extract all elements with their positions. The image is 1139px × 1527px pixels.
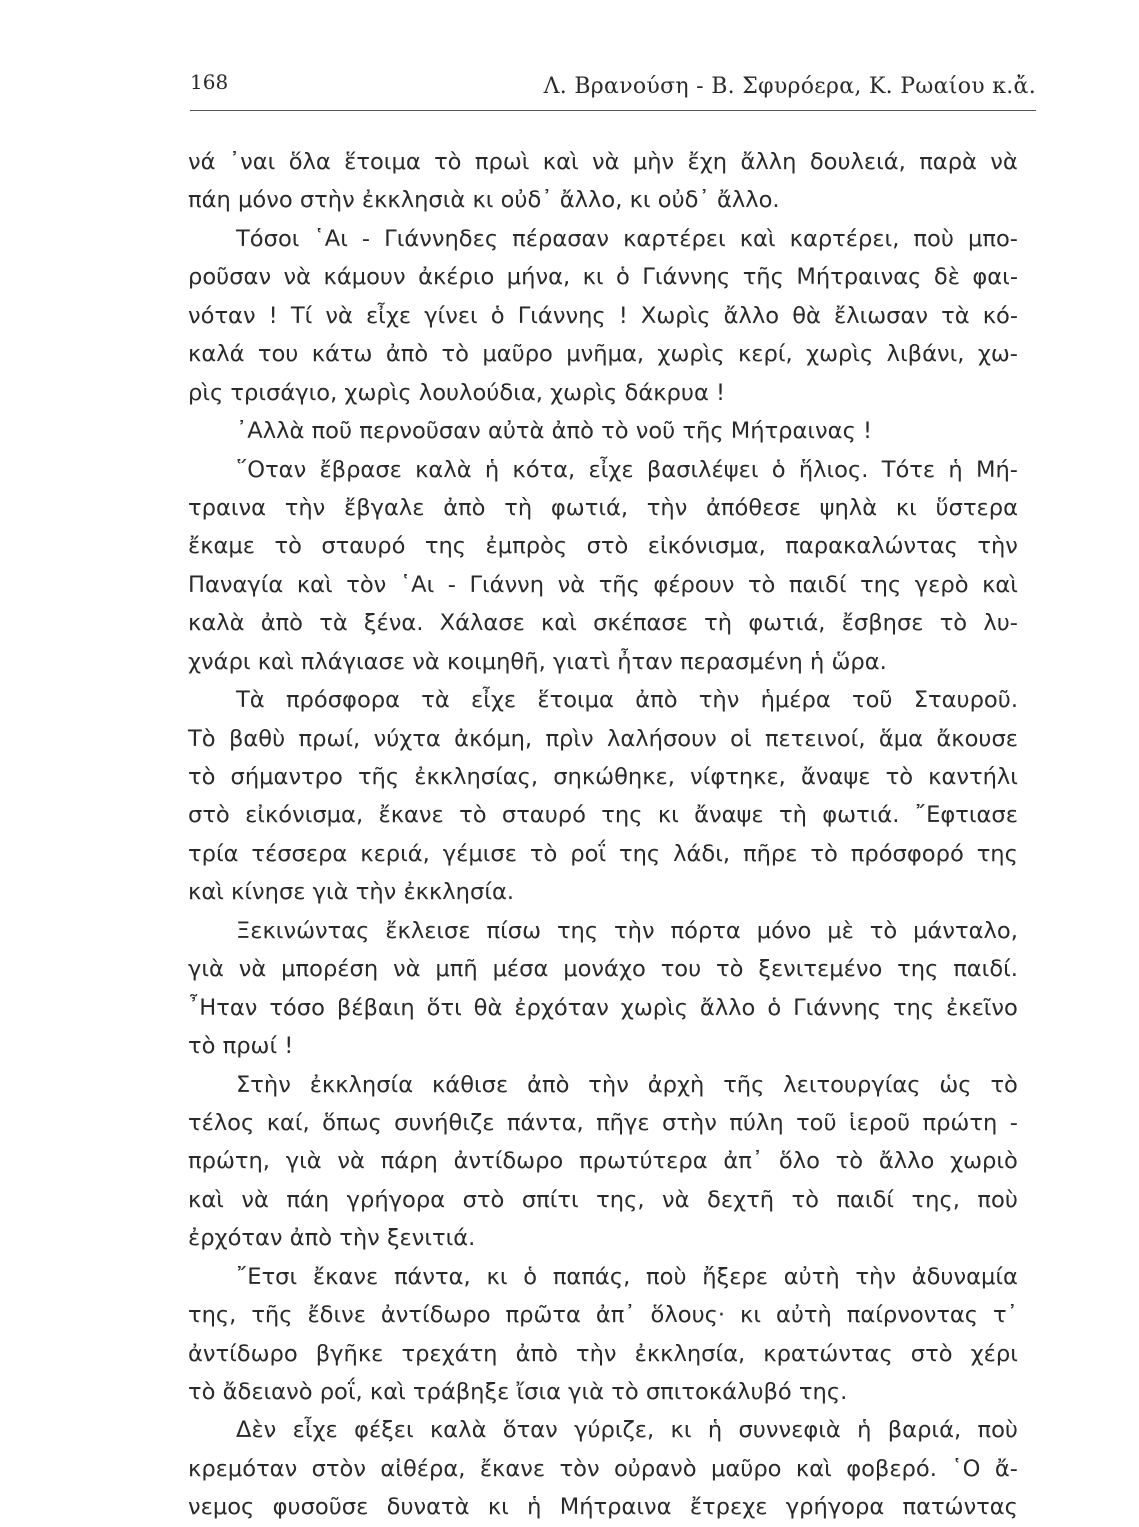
text-line: καλά του κάτω ἀπὸ τὸ μαῦρο μνῆμα, χωρὶς κερί, χωρὶς λιβάνι, χω- — [188, 341, 1018, 368]
text-line: πάη μόνο στὴν ἐκκλησιὰ κι οὐδ᾿ ἄλλο, κι οὐδ᾿ ἄλλο. — [188, 187, 780, 214]
body-text — [188, 143, 1018, 1527]
text-line: κρεμόταν στὸν αἰθέρα, ἔκανε τὸν οὐρανὸ μαῦρο καὶ φοβερό. ῾Ο ἄ- — [188, 1455, 1018, 1482]
text-line: τὸ ἄδειανὸ ροΐ, καὶ τράβηξε ἴσια γιὰ τὸ σπιτοκάλυβό της. — [188, 1379, 848, 1405]
text-line: Τὸ βαθὺ πρωί, νύχτα ἀκόμη, πρὶν λαλήσουν οἱ πετεινοί, ἅμα ἄκουσε — [188, 725, 1018, 752]
text-line: Στὴν ἐκκλησία κάθισε ἀπὸ τὴν ἀρχὴ τῆς λειτουργίας ὡς τὸ — [236, 1071, 1018, 1098]
text-line: ῎Ετσι ἔκανε πάντα, κι ὁ παπάς, ποὺ ἤξερε αὐτὴ τὴν ἀδυναμία — [236, 1263, 1018, 1290]
text-line: καλὰ ἀπὸ τὰ ξένα. Χάλασε καὶ σκέπασε τὴ φωτιά, ἔσβησε τὸ λυ- — [188, 610, 1018, 637]
text-line: νά ᾿ναι ὅλα ἕτοιμα τὸ πρωὶ καὶ νὰ μὴν ἔχη ἄλλη δουλειά, παρὰ νὰ — [188, 149, 1018, 175]
text-line: καὶ κίνησε γιὰ τὴν ἐκκλησία. — [188, 879, 515, 906]
text-line: της, τῆς ἔδινε ἀντίδωρο πρῶτα ἀπ᾿ ὅλους· κι αὐτὴ παίρνοντας τ᾿ — [188, 1302, 1018, 1329]
text-line: νόταν ! Τί νὰ εἶχε γίνει ὁ Γιάννης ! Χωρὶς ἄλλο θὰ ἔλιωσαν τὰ κό- — [188, 302, 1018, 329]
text-line: τὸ πρωί ! — [188, 1033, 294, 1060]
text-line: τὸ σήμαντρο τῆς ἐκκλησίας, σηκώθηκε, νίφτηκε, ἄναψε τὸ καντήλι — [188, 764, 1018, 790]
text-line: ῏Ηταν τόσο βέβαιη ὅτι θὰ ἐρχόταν χωρὶς ἄλλο ὁ Γιάννης της ἐκεῖνο — [188, 994, 1018, 1021]
text-line: ἔκαμε τὸ σταυρό της ἐμπρὸς στὸ εἰκόνισμα, παρακαλώντας τὴν — [188, 533, 1018, 560]
text-line: Τὰ πρόσφορα τὰ εἶχε ἕτοιμα ἀπὸ τὴν ἡμέρα τοῦ Σταυροῦ. — [236, 687, 1018, 714]
text-line: Παναγία καὶ τὸν ῾Αι - Γιάννη νὰ τῆς φέρουν τὸ παιδί της γερὸ καὶ — [188, 571, 1018, 598]
page-header — [190, 70, 1036, 110]
text-line: τέλος καί, ὅπως συνήθιζε πάντα, πῆγε στὴν πύλη τοῦ ἱεροῦ πρώτη - — [188, 1109, 1018, 1136]
text-line: τραινα τὴν ἔβγαλε ἀπὸ τὴ φωτιά, τὴν ἀπόθεσε ψηλὰ κι ὕστερα — [188, 494, 1018, 521]
header-rule — [190, 110, 1036, 111]
text-line: Δὲν εἶχε φέξει καλὰ ὅταν γύριζε, κι ἡ συννεφιὰ ἡ βαριά, ποὺ — [236, 1417, 1018, 1444]
text-line: χνάρι καὶ πλάγιασε νὰ κοιμηθῆ, γιατὶ ἦταν περασμένη ἡ ὥρα. — [188, 648, 887, 675]
text-line: Τόσοι ῾Αι - Γιάννηδες πέρασαν καρτέρει καὶ καρτέρει, ποὺ μπο- — [236, 225, 1018, 252]
text-line: νεμος φυσοῦσε δυνατὰ κι ἡ Μήτραινα ἔτρεχε γρήγορα πατώντας — [188, 1494, 1018, 1521]
text-line: στὸ εἰκόνισμα, ἔκανε τὸ σταυρό της κι ἄναψε τὴ φωτιά. ῎Εφτιασε — [188, 802, 1018, 829]
running-head: Λ. Βρανούση - Β. Σφυρόερα, Κ. Ρωαίου κ.ἄ. — [543, 74, 1036, 99]
text-line: πρώτη, γιὰ νὰ πάρη ἀντίδωρο πρωτύτερα ἀπ᾿ ὅλο τὸ ἄλλο χωριὸ — [188, 1148, 1018, 1175]
text-line: καὶ νὰ πάη γρήγορα στὸ σπίτι της, νὰ δεχτῆ τὸ παιδί της, ποὺ — [188, 1186, 1018, 1213]
text-line: ἀντίδωρο βγῆκε τρεχάτη ἀπὸ τὴν ἐκκλησία, κρατώντας στὸ χέρι — [188, 1340, 1018, 1367]
text-line: ροῦσαν νὰ κάμουν ἀκέριο μήνα, κι ὁ Γιάννης τῆς Μήτραινας δὲ φαι- — [188, 264, 1018, 291]
text-line: ᾿Αλλὰ ποῦ περνοῦσαν αὐτὰ ἀπὸ τὸ νοῦ τῆς Μήτραινας ! — [236, 418, 873, 445]
text-line: ρὶς τρισάγιο, χωρὶς λουλούδια, χωρὶς δάκρυα ! — [188, 379, 726, 406]
text-line: ἐρχόταν ἀπὸ τὴν ξενιτιά. — [188, 1225, 476, 1252]
page-number: 168 — [190, 70, 229, 94]
text-line: ῞Οταν ἔβρασε καλὰ ἡ κότα, εἶχε βασιλέψει ὁ ἥλιος. Τότε ἡ Μή- — [236, 456, 1018, 483]
text-line: γιὰ νὰ μπορέση νὰ μπῆ μέσα μονάχο του τὸ ξενιτεμένο της παιδί. — [188, 956, 1018, 983]
text-line: Ξεκινώντας ἔκλεισε πίσω της τὴν πόρτα μόνο μὲ τὸ μάνταλο, — [236, 917, 1018, 944]
text-line: τρία τέσσερα κεριά, γέμισε τὸ ροΐ της λάδι, πῆρε τὸ πρόσφορό της — [188, 840, 1018, 867]
